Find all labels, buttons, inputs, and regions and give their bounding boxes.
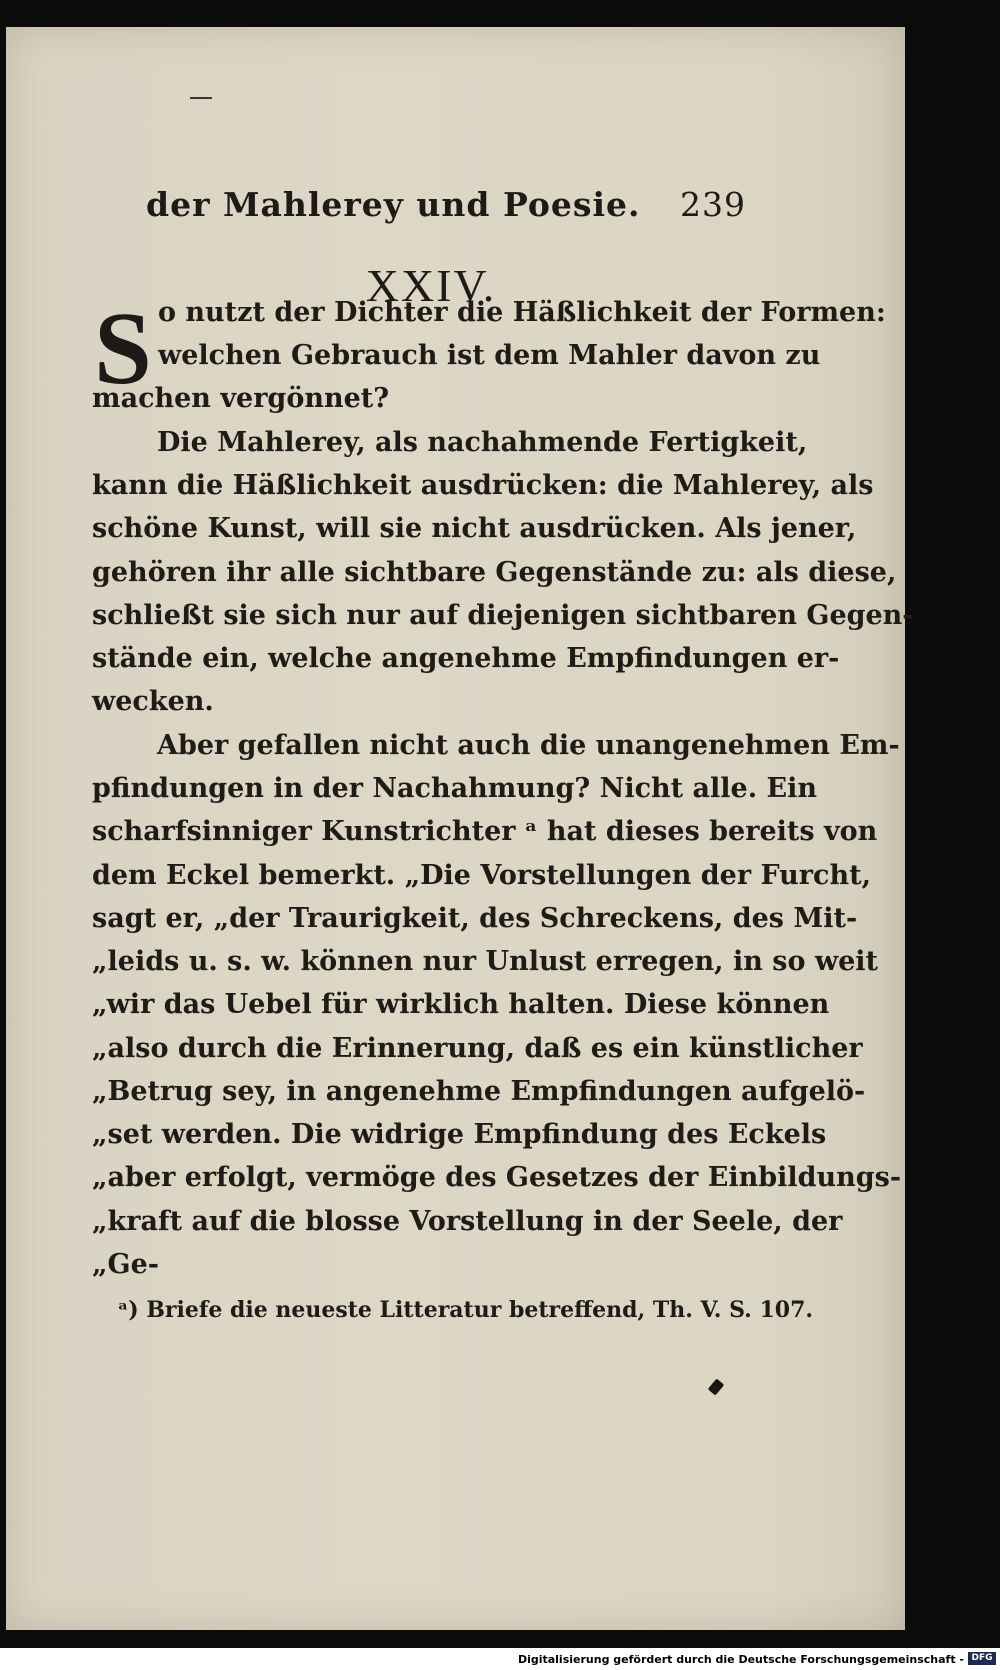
dfg-logo: DFG: [968, 1652, 996, 1665]
text-line: schließt sie sich nur auf diejenigen sichtbaren Gegen-: [92, 600, 914, 631]
drop-cap: S: [94, 291, 152, 406]
text-line: „wir das Uebel für wirklich halten. Diese können: [92, 989, 830, 1020]
text-line: machen vergönnet?: [92, 383, 390, 414]
text-line: Aber gefallen nicht auch die unangenehmen Em-: [157, 730, 900, 761]
text-line: wecken.: [92, 686, 214, 717]
text-line: „set werden. Die widrige Empfindung des Eckels: [92, 1119, 827, 1150]
page-number: 239: [680, 185, 746, 224]
text-line: Die Mahlerey, als nachahmende Fertigkeit,: [157, 427, 808, 458]
text-line: welchen Gebrauch ist dem Mahler davon zu: [158, 340, 821, 371]
footnote: ᵃ) Briefe die neueste Litteratur betreffend, Th. V. S. 107.: [118, 1297, 814, 1323]
ink-spot: [708, 1378, 725, 1395]
text-line: „kraft auf die blosse Vorstellung in der Seele, der: [92, 1206, 843, 1237]
footer-credit: Digitalisierung gefördert durch die Deutsche Forschungsgemeinschaft -: [517, 1653, 964, 1666]
text-line: gehören ihr alle sichtbare Gegenstände zu: als diese,: [92, 557, 897, 588]
chapter-number: XXIV.: [365, 260, 497, 311]
digitization-footer: [0, 1648, 1000, 1670]
text-line: stände ein, welche angenehme Empfindungen er-: [92, 643, 840, 674]
text-line: kann die Häßlichkeit ausdrücken: die Mahlerey, als: [92, 470, 874, 501]
running-title: der Mahlerey und Poesie.: [146, 185, 641, 224]
text-line: „leids u. s. w. können nur Unlust erregen, in so weit: [92, 946, 879, 977]
catchword: „Ge-: [92, 1249, 159, 1280]
text-line: dem Eckel bemerkt. „Die Vorstellungen der Furcht,: [92, 860, 871, 891]
text-line: „aber erfolgt, vermöge des Gesetzes der Einbildungs-: [92, 1162, 902, 1193]
text-line: „Betrug sey, in angenehme Empfindungen aufgelö-: [92, 1076, 866, 1107]
text-line: pfindungen in der Nachahmung? Nicht alle. Ein: [92, 773, 817, 804]
book-page: [6, 27, 914, 1630]
text-line: scharfsinniger Kunstrichter ᵃ hat dieses bereits von: [92, 816, 878, 847]
text-line: o nutzt der Dichter die Häßlichkeit der Formen:: [158, 297, 886, 328]
top-dash-mark: [190, 97, 212, 99]
text-line: „also durch die Erinnerung, daß es ein künstlicher: [92, 1033, 863, 1064]
text-line: schöne Kunst, will sie nicht ausdrücken. Als jener,: [92, 513, 857, 544]
running-header: [146, 185, 746, 235]
text-line: sagt er, „der Traurigkeit, des Schreckens, des Mit-: [92, 903, 858, 934]
